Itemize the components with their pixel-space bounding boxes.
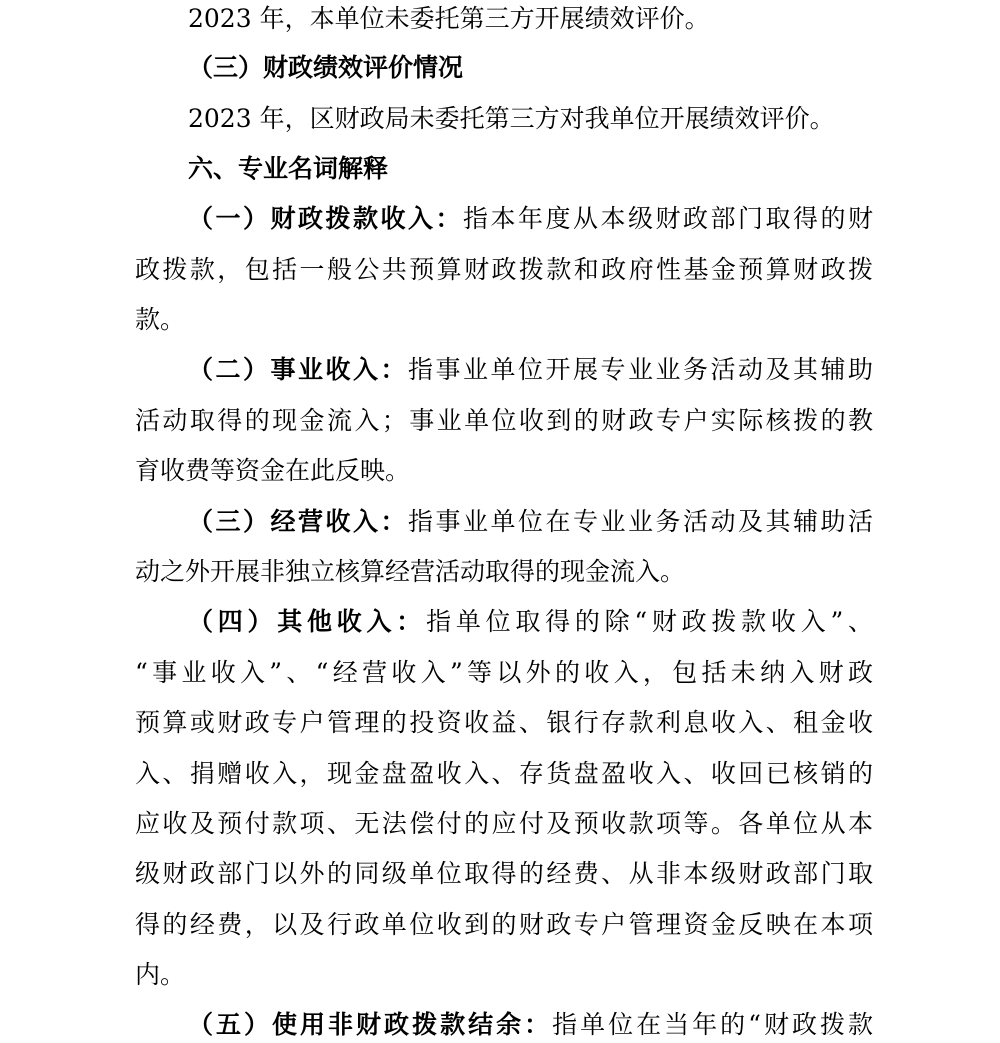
term-text: 指事业单位在专业业务活动及其辅助活 [408,507,873,536]
term-text-line: 级财政部门以外的同级单位取得的经费、从非本级财政部门取 [135,859,873,888]
term-text-line: 应收及预付款项、无法偿付的应付及预收款项等。各单位从本 [135,809,873,838]
section-heading-terms: 六、专业名词解释 [188,154,389,183]
section-heading-fiscal-evaluation: （三）财政绩效评价情况 [188,53,464,82]
term-text-line: 入、捐赠收入，现金盘盈收入、存货盘盈收入、收回已核销的 [135,759,873,788]
term-item-fiscal-appropriation [0,202,873,236]
term-label: （四）其他收入： [188,607,427,636]
term-item-non-fiscal-balance [0,1008,873,1042]
term-text-line: 内。 [135,960,186,989]
term-text-line: “事业收入”、“经营收入”等以外的收入，包括未纳入财政 [135,658,873,687]
term-item-other-income [0,605,873,639]
term-text-line: 预算或财政专户管理的投资收益、银行存款利息收入、租金收 [135,708,873,737]
term-label: （二）事业收入： [188,355,408,384]
term-text: 指单位取得的除“财政拨款收入”、 [426,607,873,636]
paragraph-2023-finance-bureau: 2023 年，区财政局未委托第三方对我单位开展绩效评价。 [188,104,835,133]
term-text-line: 活动取得的现金流入；事业单位收到的财政专户实际核拨的教 [135,406,873,435]
term-item-business-income [0,353,873,387]
term-text: 指单位在当年的“财政拨款 [552,1010,873,1039]
term-text-line: 动之外开展非独立核算经营活动取得的现金流入。 [135,557,686,586]
paragraph-2023-third-party: 2023 年，本单位未委托第三方开展绩效评价。 [188,4,710,33]
term-text-line: 育收费等资金在此反映。 [135,456,411,485]
term-text-line: 得的经费，以及行政单位收到的财政专户管理资金反映在本项 [135,910,873,939]
term-text-line: 款。 [135,305,186,334]
term-text-line: 政拨款，包括一般公共预算财政拨款和政府性基金预算财政拨 [135,255,873,284]
term-item-operating-income [0,505,873,539]
term-label: （五）使用非财政拨款结余： [188,1010,553,1039]
term-text: 指事业单位开展专业业务活动及其辅助 [408,355,873,384]
term-text: 指本年度从本级财政部门取得的财 [463,204,873,233]
term-label: （一）财政拨款收入： [188,204,463,233]
term-label: （三）经营收入： [188,507,408,536]
